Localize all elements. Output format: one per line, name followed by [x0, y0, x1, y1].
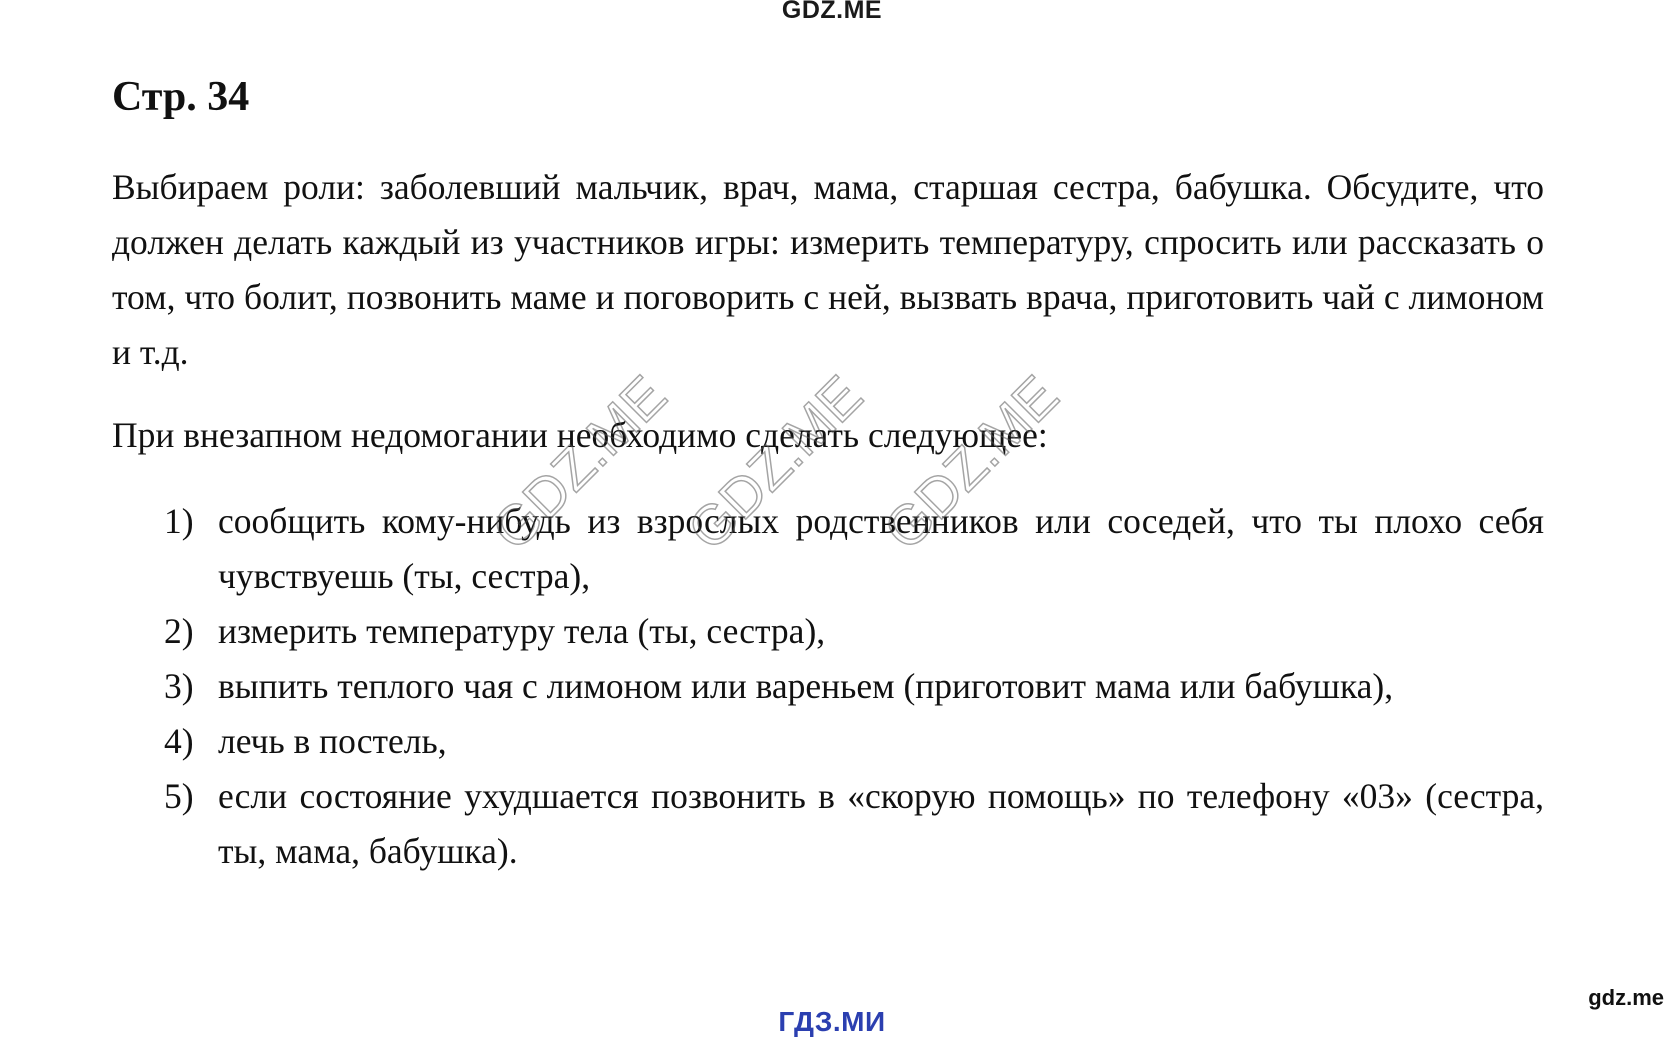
list-item-number: 5): [164, 776, 194, 816]
watermark: GDZ.ME: [675, 363, 875, 562]
list-item-text: если состояние ухудшается позвонить в «скорую помощь» по телефону «03» (сестра, ты, мама, бабушка).: [218, 776, 1544, 871]
page-title: Стр. 34: [112, 74, 250, 120]
list-item-number: 4): [164, 721, 194, 761]
lead-paragraph: При внезапном недомогании необходимо сделать следующее:: [112, 415, 1048, 455]
list-item-number: 3): [164, 666, 194, 706]
list-item-text: сообщить кому-нибудь из взрослых родственников или соседей, что ты плохо себя чувствуешь (ты, сестра),: [218, 501, 1544, 596]
list-item-text: выпить теплого чая с лимоном или вареньем (приготовит мама или бабушка),: [218, 666, 1394, 706]
list-item: [112, 714, 1544, 769]
bottom-brand: ГДЗ.МИ: [778, 1006, 886, 1037]
watermark: GDZ.ME: [479, 363, 679, 562]
steps-list: [112, 494, 1544, 879]
top-brand: GDZ.ME: [781, 0, 883, 24]
list-item: [112, 659, 1544, 714]
corner-brand: gdz.me: [1588, 985, 1664, 1010]
intro-paragraph: Выбираем роли: заболевший мальчик, врач, мама, старшая сестра, бабушка. Обсудите, что должен делать каждый из участников игры: измерить температуру, спросить или рассказать о том, что болит, позвонить маме и поговорить с ней, вызвать врача, приготовить чай с лимоном и т.д.: [112, 167, 1544, 372]
list-item-text: измерить температуру тела (ты, сестра),: [218, 611, 826, 651]
list-item-number: 1): [164, 501, 194, 541]
list-item-number: 2): [164, 611, 194, 651]
list-item: [112, 769, 1544, 879]
list-item-text: лечь в постель,: [218, 721, 447, 761]
list-item: [112, 494, 1544, 604]
list-item: [112, 604, 1544, 659]
watermark: GDZ.ME: [871, 363, 1071, 562]
